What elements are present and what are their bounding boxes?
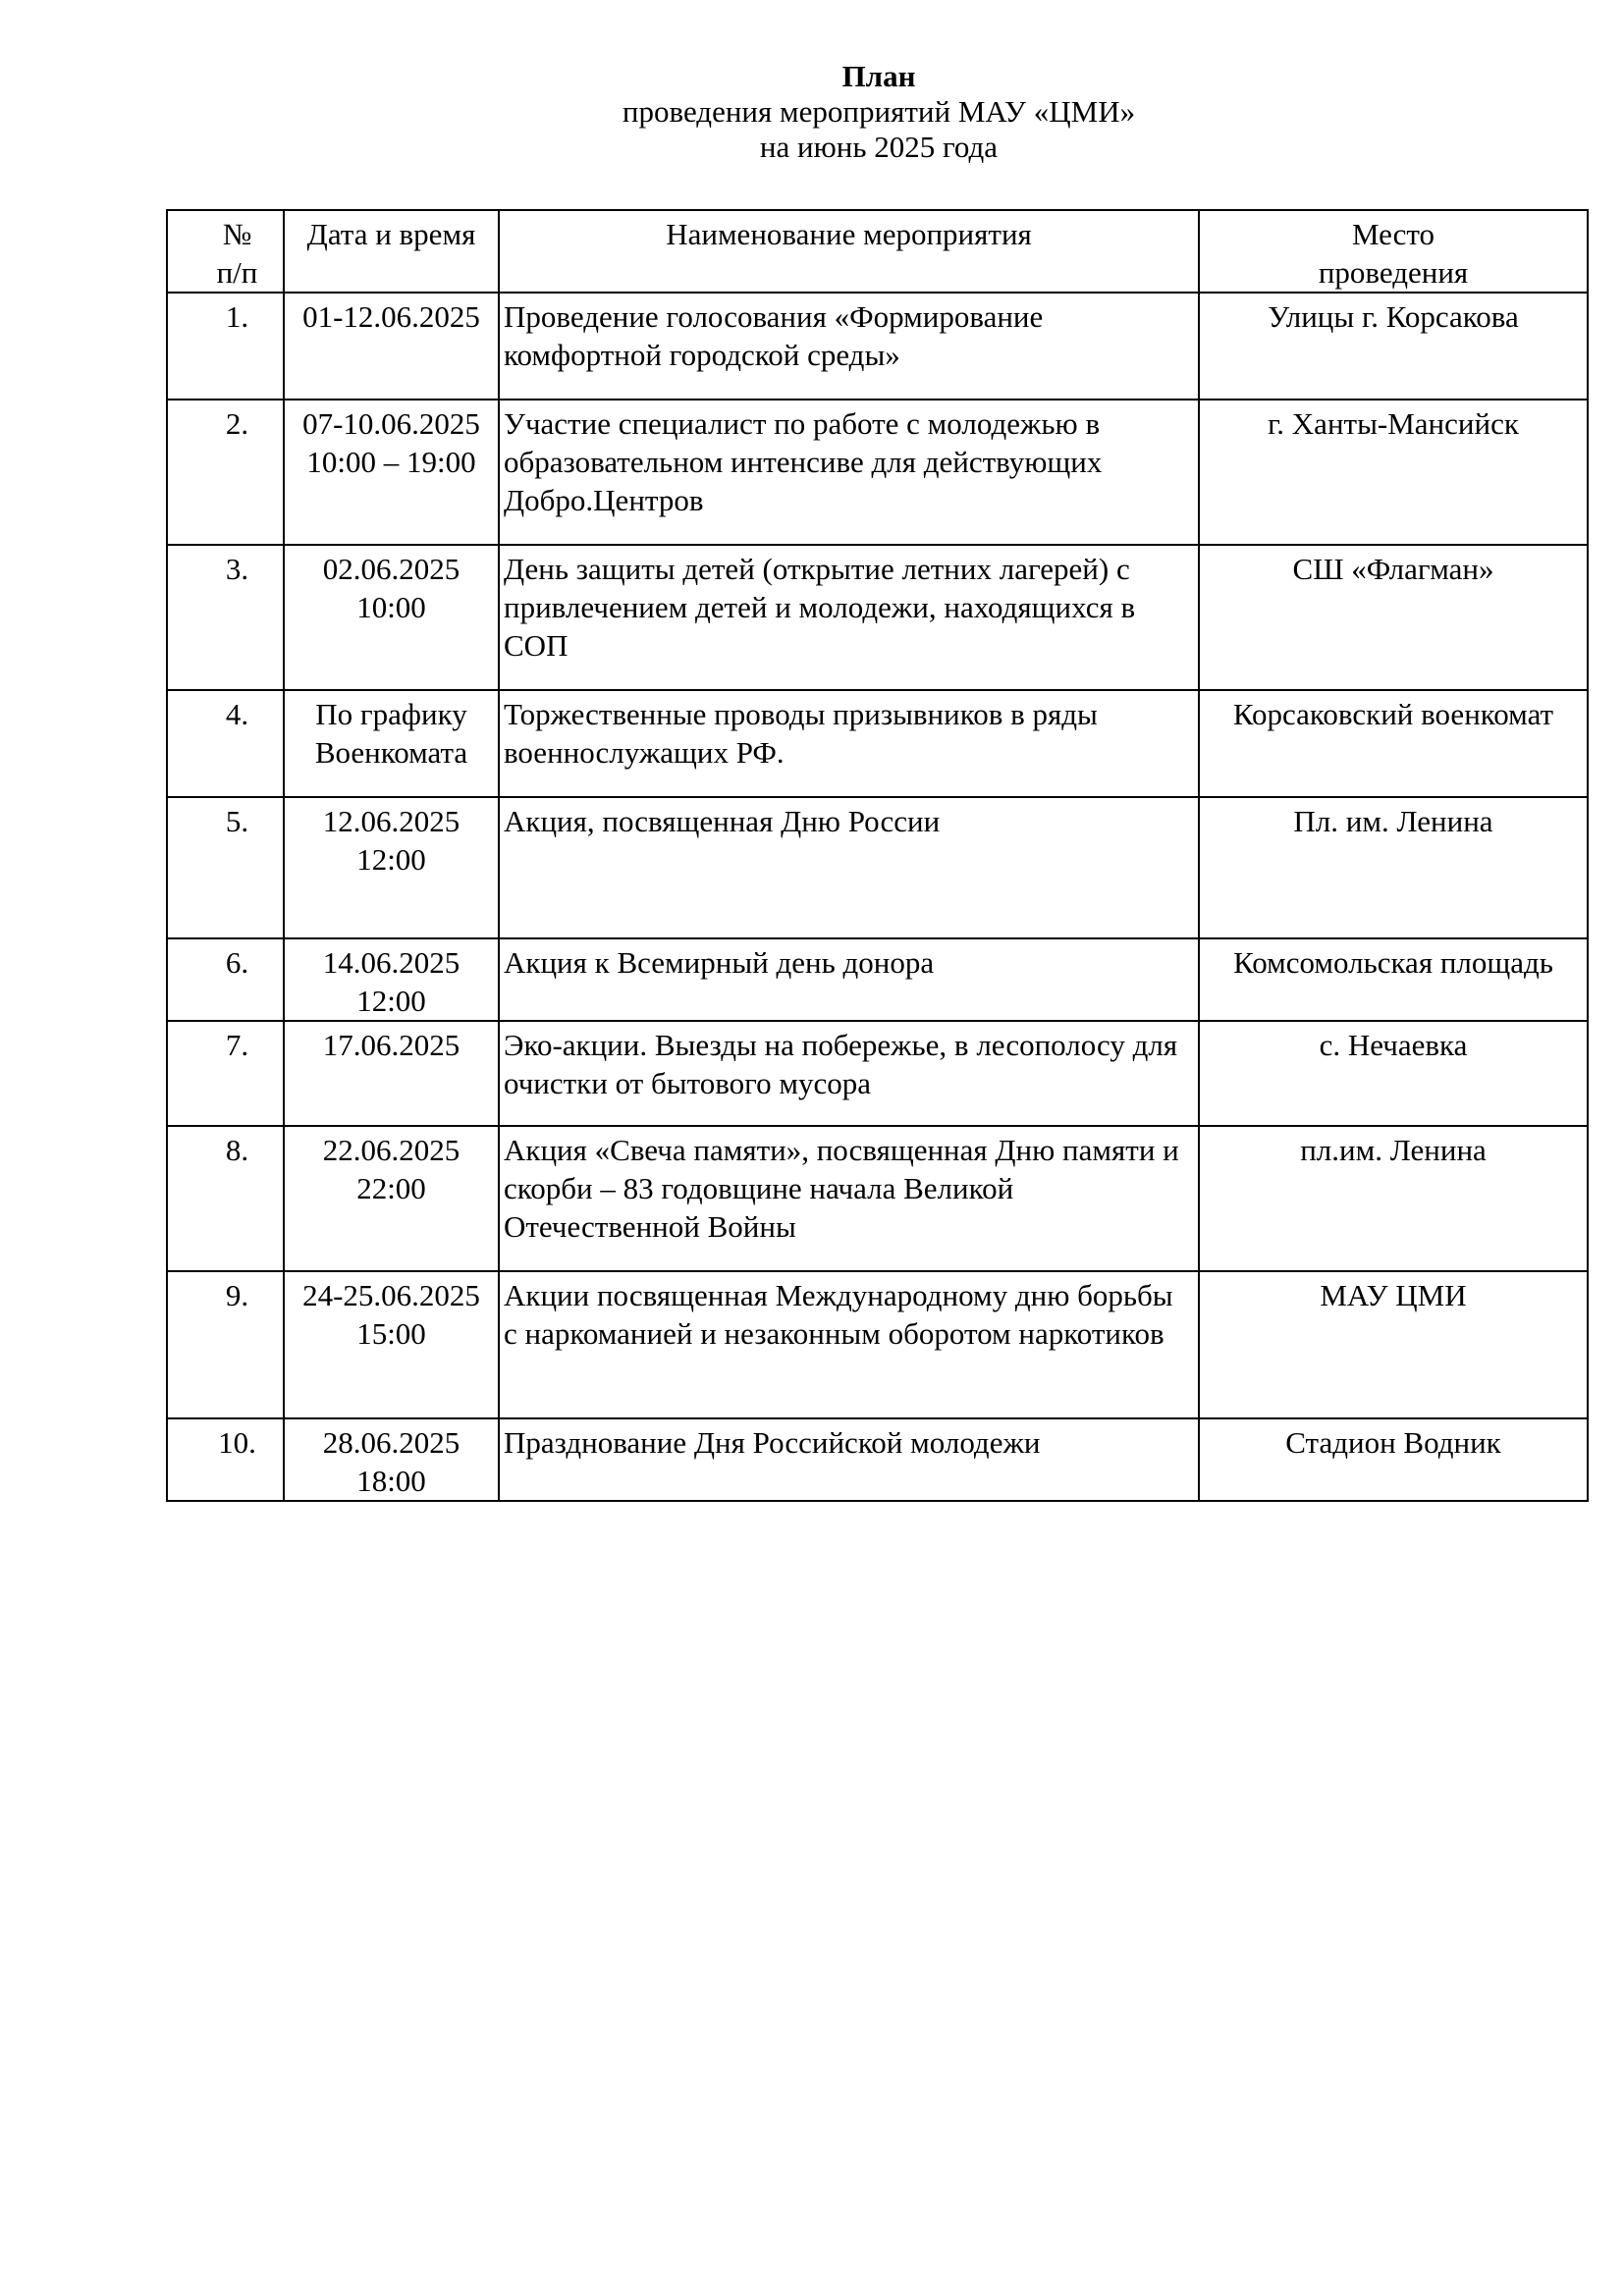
table-row: [167, 400, 1588, 545]
row-date: По графику Военкомата: [284, 690, 499, 797]
row-num: 8.: [167, 1126, 284, 1271]
row-place: МАУ ЦМИ: [1199, 1271, 1588, 1418]
row-name: День защиты детей (открытие летних лагерей) с привлечением детей и молодежи, находящихся в СОП: [499, 545, 1199, 690]
row-name: Акция «Свеча памяти», посвященная Дню памяти и скорби – 83 годовщине начала Великой Отечественной Войны: [499, 1126, 1199, 1271]
table-row: [167, 1418, 1588, 1501]
table-row: [167, 690, 1588, 797]
row-name: Празднование Дня Российской молодежи: [499, 1418, 1199, 1501]
row-name: Акция, посвященная Дню России: [499, 797, 1199, 938]
column-header-date: Дата и время: [284, 210, 499, 293]
row-name: Эко-акции. Выезды на побережье, в лесополосу для очистки от бытового мусора: [499, 1021, 1199, 1126]
row-num: 4.: [167, 690, 284, 797]
row-date: 17.06.2025: [284, 1021, 499, 1126]
row-name: Проведение голосования «Формирование комфортной городской среды»: [499, 293, 1199, 400]
row-date: 01-12.06.2025: [284, 293, 499, 400]
row-name: Торжественные проводы призывников в ряды военнослужащих РФ.: [499, 690, 1199, 797]
table-row: [167, 797, 1588, 938]
events-table: [166, 209, 1589, 1502]
table-row: [167, 1126, 1588, 1271]
column-header-name: Наименование мероприятия: [499, 210, 1199, 293]
row-place: пл.им. Ленина: [1199, 1126, 1588, 1271]
document-header: [0, 59, 1624, 165]
table-row: [167, 1021, 1588, 1126]
table-header-row: [167, 210, 1588, 293]
row-num: 5.: [167, 797, 284, 938]
row-name: Акция к Всемирный день донора: [499, 938, 1199, 1021]
row-date: 12.06.2025 12:00: [284, 797, 499, 938]
row-num: 9.: [167, 1271, 284, 1418]
row-num: 7.: [167, 1021, 284, 1126]
row-date: 22.06.2025 22:00: [284, 1126, 499, 1271]
row-num: 2.: [167, 400, 284, 545]
row-place: СШ «Флагман»: [1199, 545, 1588, 690]
row-num: 6.: [167, 938, 284, 1021]
column-header-num: № п/п: [167, 210, 284, 293]
row-place: с. Нечаевка: [1199, 1021, 1588, 1126]
row-date: 24-25.06.2025 15:00: [284, 1271, 499, 1418]
row-place: г. Ханты-Мансийск: [1199, 400, 1588, 545]
row-num: 1.: [167, 293, 284, 400]
row-date: 14.06.2025 12:00: [284, 938, 499, 1021]
table-row: [167, 545, 1588, 690]
row-place: Улицы г. Корсакова: [1199, 293, 1588, 400]
table-row: [167, 938, 1588, 1021]
row-place: Пл. им. Ленина: [1199, 797, 1588, 938]
row-place: Корсаковский военкомат: [1199, 690, 1588, 797]
column-header-place: Место проведения: [1199, 210, 1588, 293]
row-num: 3.: [167, 545, 284, 690]
document-title: План: [841, 59, 916, 93]
table-row: [167, 293, 1588, 400]
document-subtitle: проведения мероприятий МАУ «ЦМИ»: [622, 94, 1136, 129]
document-period: на июнь 2025 года: [759, 130, 999, 164]
row-date: 02.06.2025 10:00: [284, 545, 499, 690]
row-name: Акции посвященная Международному дню борьбы с наркоманией и незаконным оборотом наркотиков: [499, 1271, 1199, 1418]
row-date: 28.06.2025 18:00: [284, 1418, 499, 1501]
row-name: Участие специалист по работе с молодежью в образовательном интенсиве для действующих Добро.Центров: [499, 400, 1199, 545]
row-num: 10.: [167, 1418, 284, 1501]
row-date: 07-10.06.2025 10:00 – 19:00: [284, 400, 499, 545]
row-place: Стадион Водник: [1199, 1418, 1588, 1501]
table-row: [167, 1271, 1588, 1418]
row-place: Комсомольская площадь: [1199, 938, 1588, 1021]
